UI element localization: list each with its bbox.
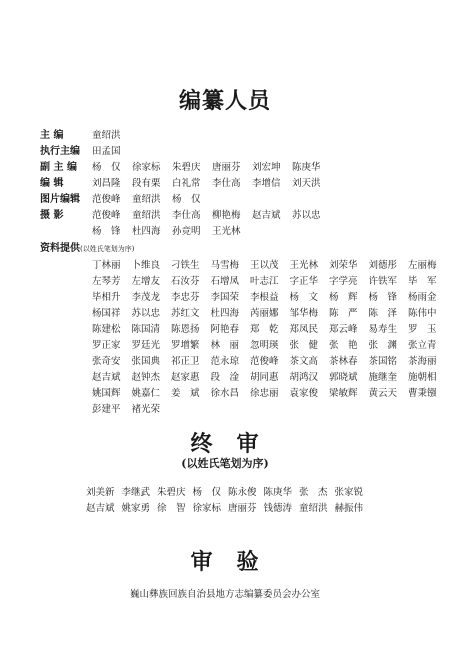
person-name: 字正华 [289,276,319,287]
person-name: 段有栗 [132,178,161,189]
person-name: 张 健 [289,340,319,351]
person-name: 赵钟杰 [131,372,161,383]
role-label: 执行主编 [40,146,80,157]
person-name: 徐水昌 [210,388,240,399]
person-name: 叶志江 [250,276,279,287]
person-name: 杨 仅 [92,162,121,173]
person-name: 张奇安 [92,356,121,367]
final-review-title: 终 审 [190,432,260,457]
person-name: 杨 仅 [172,194,201,205]
role-label: 副 主 编 [40,162,77,173]
person-name: 李仕高 [212,178,241,189]
person-name: 姚国辉 [92,388,121,399]
person-name: 赵吉斌 [92,372,121,383]
person-name: 梁敏辉 [329,388,358,399]
person-name: 杜四海 [132,226,161,237]
person-name: 刘荣华 [329,260,358,271]
person-name: 石增凤 [210,276,240,287]
person-name: 罗廷光 [131,340,161,351]
person-name: 徐 智 [157,503,186,514]
person-name: 毕相升 [92,292,121,303]
person-name: 胡同惠 [250,372,279,383]
person-name: 刁铁生 [171,260,200,271]
person-name: 张国典 [131,356,161,367]
person-name: 苏红文 [171,308,200,319]
person-name: 李国荣 [210,292,240,303]
person-name: 丁林丽 [92,260,121,271]
person-name: 姜 斌 [171,388,200,399]
role-label: 摄 影 [40,210,64,221]
person-name: 褚光荣 [131,404,161,415]
person-name: 陈 泽 [368,308,398,319]
person-name: 赵家惠 [171,372,200,383]
person-name: 杜四海 [210,308,240,319]
person-name: 朱碧庆 [157,487,186,498]
data-provider-label: 资料提供(以姓氏笔划为序) [40,243,135,254]
person-name: 郑 乾 [250,324,279,335]
person-name: 李茂龙 [131,292,161,303]
person-name: 茶国铭 [368,356,398,367]
person-name: 杨国祥 [92,308,121,319]
person-name: 祁正卫 [171,356,200,367]
final-review-subtitle: (以姓氏笔划为序) [181,457,269,470]
person-name: 陈永俊 [228,487,257,498]
person-name: 徐忠丽 [250,388,279,399]
person-name: 张立青 [408,340,437,351]
person-name: 赵吉斌 [252,210,281,221]
person-name: 范俊峰 [250,356,279,367]
person-name: 杨 锋 [368,292,398,303]
person-name: 张 杰 [299,487,328,498]
person-name: 徐家标 [132,162,161,173]
verification-title: 审 验 [190,550,260,575]
person-name: 童绍洪 [299,503,328,514]
person-name: 茶文高 [289,356,319,367]
person-name: 张 艳 [329,340,358,351]
person-name: 刘昌隆 [92,178,121,189]
person-name: 罗正家 [92,340,121,351]
person-name: 许铁军 [368,276,398,287]
person-name: 杨 仅 [192,487,222,498]
person-name: 陈伟中 [408,308,437,319]
person-name: 陈建松 [92,324,121,335]
person-name: 马雪梅 [210,260,240,271]
person-name: 唐丽芬 [228,503,257,514]
person-name: 李根益 [250,292,279,303]
person-name: 刘天洪 [292,178,321,189]
person-name: 茶林春 [329,356,358,367]
person-name: 赫振伟 [334,503,364,514]
person-name: 郭晓斌 [329,372,358,383]
person-name: 钱德涛 [263,503,293,514]
person-name: 范俊峰 [92,194,121,205]
verification-org: 巍山彝族回族自治县地方志编纂委员会办公室 [129,589,320,600]
person-name: 李增信 [252,178,281,189]
person-name: 苏以忠 [292,210,321,221]
person-name: 邹华梅 [289,308,319,319]
person-name: 陈庚华 [263,487,293,498]
person-name: 姚嘉仁 [131,388,161,399]
person-name: 李仕高 [172,210,201,221]
person-name: 施继奎 [368,372,398,383]
person-name: 黄云天 [368,388,398,399]
person-name: 杨 文 [289,292,319,303]
person-name: 李忠芬 [171,292,200,303]
person-name: 刘宏坤 [252,162,281,173]
person-name: 左丽梅 [408,260,437,271]
person-name: 杨 锋 [92,226,121,237]
person-name: 张 渊 [368,340,398,351]
person-name: 易寿生 [368,324,398,335]
person-name: 陈国清 [131,324,161,335]
person-name: 字学亮 [329,276,358,287]
person-name: 刘美新 [86,487,115,498]
person-name: 姚家勇 [121,503,151,514]
person-name: 朱碧庆 [172,162,201,173]
person-name: 罗增繁 [171,340,200,351]
person-name: 陈恩扬 [171,324,200,335]
person-name: 苏以忠 [131,308,161,319]
person-name: 彭建平 [92,404,121,415]
role-label: 图片编辑 [40,194,80,205]
editors-title: 编纂人员 [178,89,271,114]
person-name: 杨 辉 [329,292,358,303]
person-name: 王光林 [212,226,241,237]
person-name: 卜维良 [131,260,161,271]
person-name: 段 淦 [210,372,240,383]
person-name: 茶海丽 [408,356,437,367]
person-name: 左琴芳 [92,276,121,287]
person-name: 施朝相 [408,372,437,383]
person-name: 张家锐 [334,487,364,498]
person-name: 白礼常 [172,178,201,189]
person-name: 毕 军 [408,276,437,287]
person-name: 童绍洪 [92,130,121,141]
person-name: 王以茂 [250,260,279,271]
person-name: 曹秉镪 [408,388,437,399]
person-name: 唐丽芬 [212,162,241,173]
person-name: 郑凤民 [289,324,319,335]
person-name: 田孟国 [92,146,121,157]
data-provider-note: (以姓氏笔划为序) [80,245,135,253]
person-name: 刘德彤 [368,260,398,271]
role-label: 编 辑 [40,178,64,189]
person-name: 郑云峰 [329,324,358,335]
person-name: 石汝芬 [171,276,200,287]
person-name: 童绍洪 [132,194,161,205]
person-name: 芮丽娜 [250,308,279,319]
person-name: 忽明瑛 [250,340,279,351]
person-name: 李继武 [121,487,151,498]
person-name: 陈庚华 [292,162,321,173]
person-name: 柳艳梅 [212,210,241,221]
person-name: 童绍洪 [132,210,161,221]
person-name: 王光林 [289,260,319,271]
person-name: 陈 严 [329,308,358,319]
person-name: 袁家俊 [289,388,319,399]
person-name: 胡鸿汉 [289,372,319,383]
person-name: 赵吉斌 [86,503,115,514]
role-label: 主 编 [40,130,64,141]
person-name: 杨雨金 [408,292,437,303]
person-name: 徐家标 [192,503,222,514]
person-name: 林 丽 [210,340,240,351]
person-name: 罗 玉 [408,324,437,335]
person-name: 范俊峰 [92,210,121,221]
person-name: 阿艳春 [210,324,240,335]
person-name: 孙竞明 [172,226,201,237]
person-name: 范永琼 [210,356,240,367]
person-name: 左增友 [131,276,161,287]
